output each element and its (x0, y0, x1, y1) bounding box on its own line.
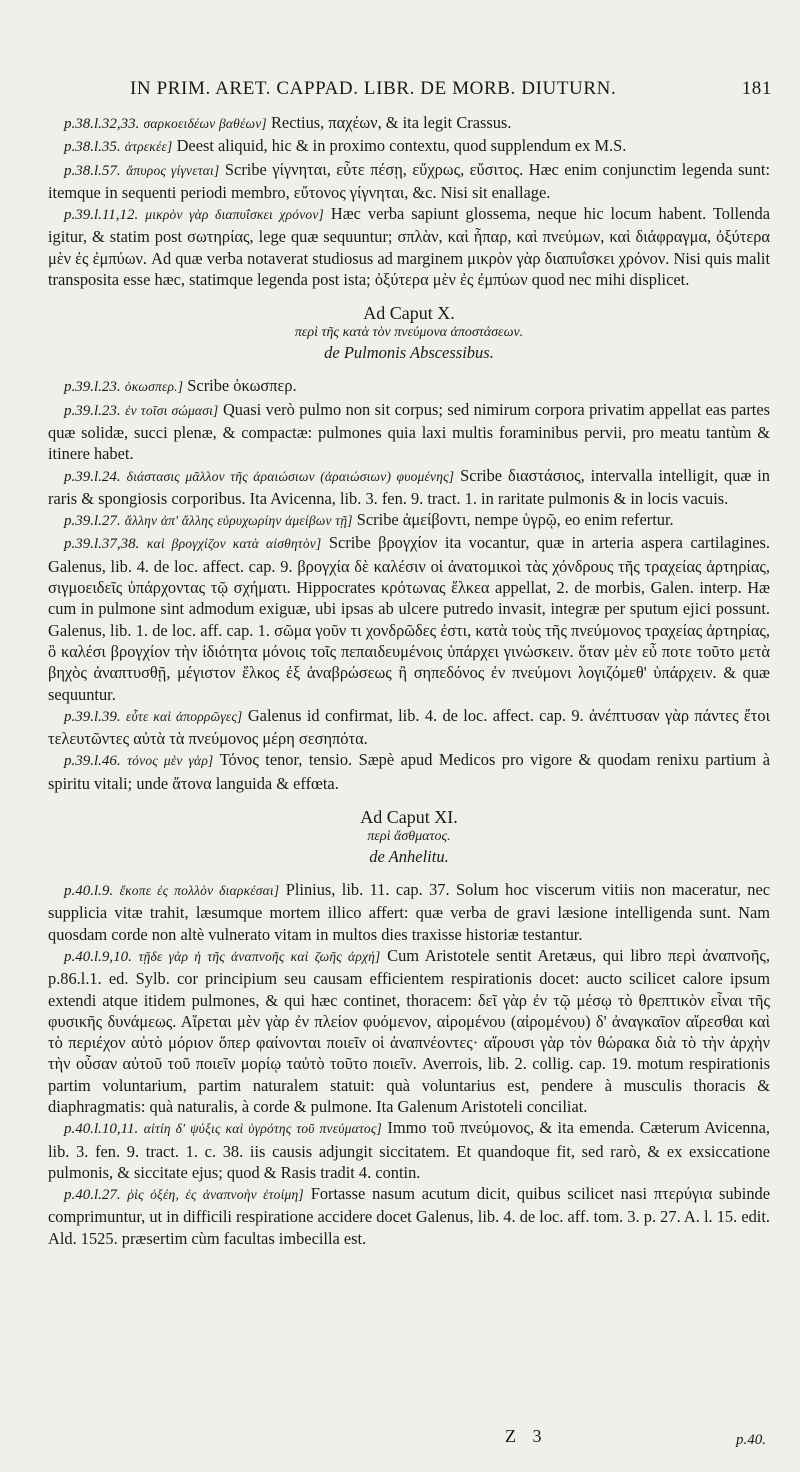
note-text: Τόνος tenor, tensio. Sæpè apud Medicos pro vigore & quodam renixu partium à spiritu vitali; unde ἄτονα languida & effœta. (48, 750, 770, 793)
note-lemma: ἄλλην ἀπ' ἄλλης εὐρυχωρίην ἀμείβων τῇ] (124, 513, 353, 529)
note-text: Galenus id confirmat, lib. 4. de loc. affect. cap. 9. ἀνέπτυσαν γὰρ πάντες ἔτοι τελευτῶντες αὐτὰ τὰ πνεύμονος μέρη σεσηπότα. (48, 705, 770, 749)
note-reference: p.40.l.9. (64, 883, 114, 900)
note-entry (48, 112, 770, 135)
chapter-greek-title: περὶ τῆς κατὰ τὸν πνεύμονα ἀποστάσεων. (294, 325, 524, 341)
notes-section-1 (48, 112, 770, 290)
note-reference: p.39.l.24. (64, 468, 121, 485)
note-text: Rectius, παχέων, & ita legit Crassus. (266, 113, 512, 132)
note-text: Quasi verò pulmo non sit corpus; sed nimirum corpora privatim appellat eas partes quæ solidæ, succi plenæ, & compactæ: pulmones quia laxi multis foraminibus pervii, pro meatu tantùm & itinere habet. (48, 399, 770, 464)
notes-section-3 (48, 879, 770, 1249)
note-entry (48, 749, 770, 794)
note-lemma: ἄπυρος γίγνεται] (126, 162, 220, 178)
chapter-heading-10 (48, 302, 770, 363)
chapter-latin-title: de Pulmonis Abscessibus. (324, 343, 494, 363)
note-text: Hæc verba sapiunt glossema, neque hic locum habent. Tollenda igitur, & statim post σωτηρίας, lege quæ sequuntur; σπλὰν, καὶ ἧπαρ, καὶ πνεύμων, καὶ διάφραγμα, ὀξύτερα μὲν ἐς ἐμπύων. Ad quæ verba notaverat studiosus ad marginem μικρὸν γὰρ διαπυΐσκει χρόνον. Nisi quis malit transposita esse hæc, statimque legenda post ista; ὀξύτερα μὲν ἐς ἐμπύων quod nec mihi displicet. (48, 204, 771, 290)
chapter-title: Ad Caput X. (363, 303, 455, 324)
note-text: Immo τοῦ πνεύμονος, & ita emenda. Cæterum Avicenna, lib. 3. fen. 9. tract. 1. c. 38. iis causis adjungit siccitatem. Et quandoque fit, sed rarò, & ex exsiccatione pulmonis, & siccitate ejus; quod & Rasis tradit 4. contin. (48, 1118, 770, 1182)
note-lemma: ῥὶς ὀξέη, ἐς ἀναπνοὴν ἑτοίμη] (127, 1187, 304, 1203)
note-reference: p.38.l.32,33. (64, 116, 140, 132)
note-entry (48, 509, 770, 532)
note-reference: p.39.l.23. (64, 402, 121, 419)
note-reference: p.40.l.10,11. (64, 1121, 139, 1138)
note-text: Deest aliquid, hic & in proximo contextu, quod supplendum ex M.S. (172, 136, 627, 156)
note-reference: p.39.l.11,12. (64, 207, 139, 224)
note-entry (48, 203, 770, 290)
note-reference: p.39.l.23. (64, 379, 121, 396)
note-entry (48, 465, 770, 510)
note-text: Scribe βρογχίον ita vocantur, quæ in arteria aspera cartilagines. Galenus, lib. 4. de loc. affect. cap. 9. βρογχία δὲ καλέσιν οἱ ἀνατομικοὶ τὰς χόνδρους τῆς τραχείας ἀρτηρίας, σιγμοειδεῖς ὑπάρχοντας τῷ σχήματι. Hippocrates κρότωνας ἕλκεα appellat, 2. de morbis, Galen. interp. Hæ cum in pulmone sint admodum exiguæ, ubi ipsas ab ulcere putredo invasit, integræ per sputum ejici possunt. Galenus, lib. 1. de loc. aff. cap. 1. σῶμα γοῦν τι χονδρῶδες ἐστι, κατὰ τοὺς τῆς πνεύμονος τραχείας ἀρτηρίας, ὃ καλέσι βρογχίον τὴν ἰδιότητα μόνοις τοῖς πεπαιδευμένοις ὑπάρχει γινώσκειν. ὅταν μὲν εὖ ποτε τοῦτο μετὰ βηχὸς ἀναπτυσθῇ, μέγιστον ἕλκος ἐξ ἀναβρώσεως ἢ σηπεδόνος ἐν πνεύμονι λογιζόμεθ' ὑπάρχειν. & quæ sequuntur. (48, 533, 770, 704)
page-number: 181 (741, 78, 772, 99)
chapter-title: Ad Caput XI. (360, 807, 458, 828)
note-text: Cum Aristotele sentit Aretæus, qui libro περὶ ἀναπνοῆς, p.86.l.1. ed. Sylb. cor principium seu causam efficientem respirationis docet: aucto scilicet calore ipsum extendi atque itidem pulmones, & qui hæc continet, thoracem: δεῖ γὰρ ἐν τῷ μέσῳ τὸ θρεπτικὸν εἶναι τῆς φυσικῆς δυνάμεως. Αἴρεται μὲν γὰρ ἐν πλείον φυόμενον, αἰρομένου (αἰρομένου) δ' ἀναγκαῖον αἴρεσθαι καὶ τὸ περιέχον αὐτὸ μόριον ὅπερ φαίνονται ποιεῖν οἱ ἀναπνέοντες· αἴρουσι γὰρ τὸν θώρακα διὰ τὸ τὴν ἀρχὴν τὴν οὖσαν αὐτοῦ τοῦ ποιεῖν μορίῳ ταὐτὸ τοῦτο ποιεῖν. Averrois, lib. 2. collig. cap. 19. motum respirationis partim voluntarium, partim naturalem statuit: quà voluntarius est, pendere à musculis thoracis & diaphragmatis: quà naturalis, à corde & pulmone. Ita Galenum Aristoteli conciliat. (48, 945, 770, 1116)
note-text: Plinius, lib. 11. cap. 37. Solum hoc viscerum vitiis non maceratur, nec supplicia vitæ trahit, læsumque mortem illico affert: quæ verba de gravi læsione intelligenda sunt. Nam quosdam corde non altè vulnerato vitam in multos dies traxisse historiæ testantur. (48, 880, 770, 944)
note-text: Scribe ἀμείβοντι, nempe ὑγρῷ, eo enim refertur. (352, 510, 674, 530)
note-lemma: ὁκωσπερ.] (124, 379, 184, 395)
note-entry (48, 1117, 770, 1183)
running-title: IN PRIM. ARET. CAPPAD. LIBR. DE MORB. DIUTURN. (130, 78, 617, 99)
running-head (130, 78, 772, 100)
note-lemma: διάστασις μᾶλλον τῆς ἀραιώσιων (ἀραιώσιων) φυομένης] (126, 468, 455, 484)
note-text: Scribe ὁκωσπερ. (183, 376, 297, 396)
note-lemma: τόνος μὲν γὰρ] (127, 753, 214, 769)
chapter-latin-title: de Anhelitu. (369, 847, 449, 867)
note-entry (48, 945, 770, 1117)
note-lemma: αἰτίη δ' ψύξις καὶ ὑγρότης τοῦ πνεύματος] (143, 1121, 382, 1137)
note-lemma: καὶ βρογχίζον κατὰ αἰσθητὸν] (146, 536, 322, 552)
note-entry (48, 532, 770, 704)
note-entry (48, 135, 770, 158)
notes-section-2 (48, 375, 770, 794)
note-entry (48, 375, 770, 398)
note-lemma: ἐν τοῖσι σώμασι] (125, 402, 219, 418)
note-lemma: τῇδε γὰρ ἡ τῆς ἀναπνοῆς καὶ ζωῆς ἀρχή] (138, 948, 381, 964)
note-entry (48, 879, 770, 945)
signature-mark: Z 3 (505, 1426, 548, 1446)
note-text: Fortasse nasum acutum dicit, quibus scilicet nasi πτερύγια subinde comprimuntur, ut in difficili respiratione accidere docet Galenus, lib. 4. de loc. aff. tom. 3. p. 27. A. l. 15. edit. Ald. 1525. præsertim cùm facultas imbecilla est. (48, 1184, 770, 1248)
note-entry (48, 159, 770, 204)
chapter-heading-11 (48, 806, 770, 867)
note-reference: p.38.l.57. (64, 162, 121, 179)
note-reference: p.39.l.27. (64, 513, 121, 530)
note-reference: p.40.l.9,10. (64, 948, 132, 965)
note-entry (48, 1183, 770, 1249)
note-lemma: σαρκοειδέων βαθέων] (143, 116, 267, 131)
note-reference: p.40.l.27. (64, 1187, 121, 1204)
note-lemma: εὖτε καὶ ἀπορρῶγες] (126, 708, 243, 724)
note-entry (48, 399, 770, 465)
note-lemma: ἀτρεκέε] (124, 139, 173, 155)
note-reference: p.39.l.37,38. (64, 536, 140, 553)
note-lemma: μικρὸν γὰρ διαπυΐσκει χρόνον] (145, 207, 324, 223)
note-reference: p.39.l.39. (64, 708, 121, 725)
page-body (48, 112, 770, 1249)
catchword: p.40. (736, 1432, 766, 1448)
note-lemma: ἔκοπε ἐς πολλὸν διαρκέσαι] (119, 883, 280, 899)
note-text: Scribe διαστάσιος, intervalla intelligit, quæ in raris & spongiosis corporibus. Ita Avicenna, lib. 3. fen. 9. tract. 1. in raritate pulmonis & in locis vacuis. (48, 465, 770, 508)
note-reference: p.39.l.46. (64, 753, 121, 770)
note-reference: p.38.l.35. (64, 139, 121, 156)
note-entry (48, 705, 770, 750)
note-text: Scribe γίγνηται, εὖτε πέσῃ, εὔχρως, εὔσιτος. Hæc enim conjunctim legenda sunt: itemque in sequenti periodi membro, εὔτονος γίγνηται, &c. Nisi sit enallage. (48, 159, 770, 202)
chapter-greek-title: περὶ ἄσθματος. (367, 829, 451, 845)
